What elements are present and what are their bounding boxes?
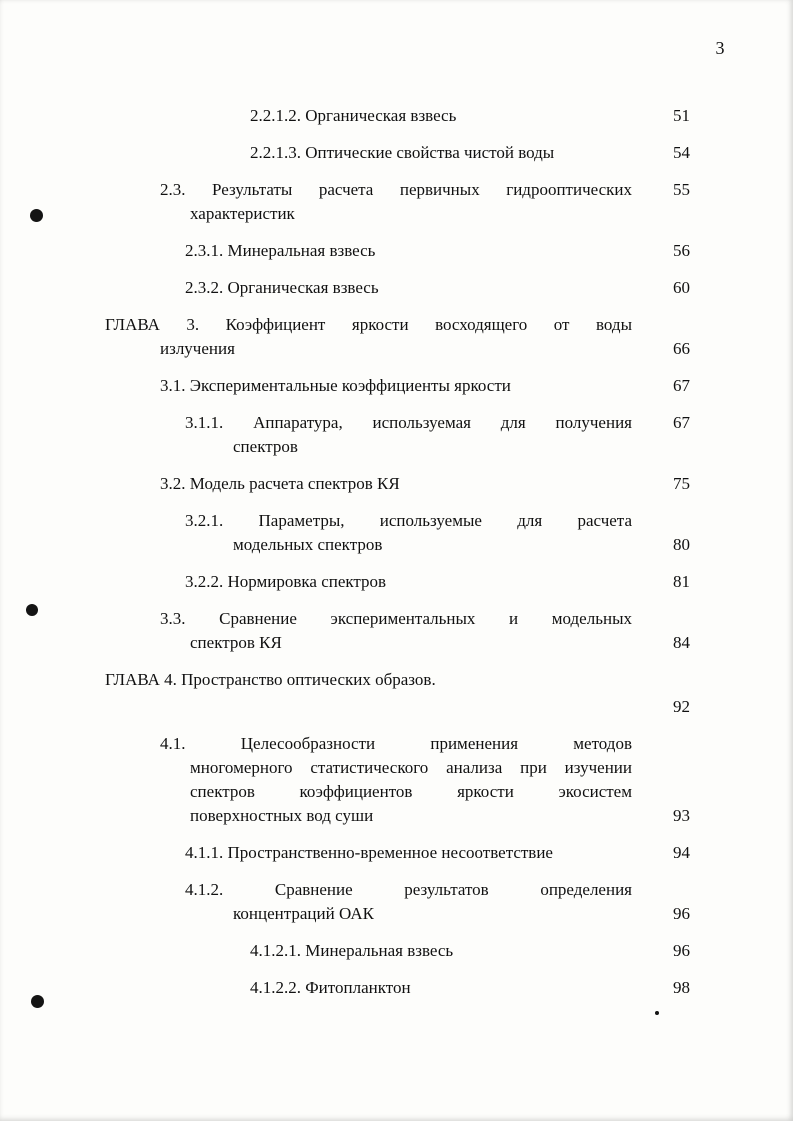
toc-entry-line: 4.1.2. Сравнение результатов определения	[185, 880, 632, 899]
toc-entry-line: 2.3.2. Органическая взвесь	[185, 278, 379, 297]
toc-entry-line: 4.1.1. Пространственно-временное несоответствие	[185, 843, 553, 862]
toc-entry-page: 96	[673, 941, 690, 960]
toc-list	[105, 104, 690, 1013]
toc-entry-page: 56	[673, 241, 690, 260]
toc-entry-line: спектров	[233, 437, 298, 456]
toc-entry	[105, 841, 690, 865]
toc-entry-line: концентраций ОАК	[233, 904, 375, 923]
toc-entry-text	[105, 878, 632, 926]
toc-entry-page: 84	[673, 633, 690, 652]
toc-entry	[105, 607, 690, 655]
toc-entry-text	[105, 607, 632, 655]
toc-entry-line: 3.1.1. Аппаратура, используемая для получения	[185, 413, 632, 432]
toc-entry-line: 4.1.2.2. Фитопланктон	[250, 978, 411, 997]
toc-entry-page: 93	[673, 806, 690, 825]
toc-entry	[105, 878, 690, 926]
scan-artifact-dot	[26, 604, 38, 616]
scan-artifact-dot	[30, 209, 43, 222]
toc-entry-page: 67	[673, 376, 690, 395]
toc-entry-text	[105, 939, 632, 963]
toc-entry-page: 94	[673, 843, 690, 862]
toc-entry	[105, 313, 690, 361]
toc-entry-text	[105, 104, 632, 128]
toc-entry-line: модельных спектров	[233, 535, 383, 554]
toc-entry-text	[105, 178, 632, 226]
toc-entry-text	[105, 239, 632, 263]
toc-entry-page: 55	[673, 180, 690, 199]
toc-entry-page: 60	[673, 278, 690, 297]
toc-entry-page: 96	[673, 904, 690, 923]
toc-entry-text	[105, 411, 632, 459]
toc-entry-text	[105, 732, 632, 828]
toc-entry-text	[105, 841, 632, 865]
toc-entry-page: 98	[673, 978, 690, 997]
toc-entry-page: 92	[673, 697, 690, 716]
toc-entry-text	[105, 276, 632, 300]
toc-entry-line: 2.3. Результаты расчета первичных гидрооптических	[160, 180, 632, 199]
toc-entry	[105, 411, 690, 459]
toc-entry	[105, 939, 690, 963]
toc-entry-line: 3.2. Модель расчета спектров КЯ	[160, 474, 400, 493]
toc-entry-line: 2.3.1. Минеральная взвесь	[185, 241, 376, 260]
toc-entry	[105, 374, 690, 398]
toc-entry	[105, 239, 690, 263]
toc-entry-line: 3.2.1. Параметры, используемые для расчета	[185, 511, 632, 530]
toc-entry	[105, 570, 690, 594]
toc-entry-line: 4.1. Целесообразности применения методов	[160, 734, 632, 753]
toc-entry	[105, 104, 690, 128]
toc-entry-line: 3.1. Экспериментальные коэффициенты яркости	[160, 376, 511, 395]
toc-entry-line: спектров коэффициентов яркости экосистем	[190, 782, 632, 801]
toc-entry-page: 80	[673, 535, 690, 554]
toc-entry-line: 3.2.2. Нормировка спектров	[185, 572, 387, 591]
toc-entry-page: 81	[673, 572, 690, 591]
toc-entry-text	[105, 374, 632, 398]
toc-entry-page: 75	[673, 474, 690, 493]
toc-entry-text	[105, 570, 632, 594]
toc-entry-line: 3.3. Сравнение экспериментальных и модельных	[160, 609, 632, 628]
toc-entry-line: 2.2.1.2. Органическая взвесь	[250, 106, 457, 125]
toc-entry	[105, 732, 690, 828]
toc-entry	[105, 178, 690, 226]
scan-artifact-dot	[31, 995, 44, 1008]
toc-entry-line: ГЛАВА 3. Коэффициент яркости восходящего от воды	[105, 315, 632, 334]
toc-entry	[105, 276, 690, 300]
toc-entry-line: спектров КЯ	[190, 633, 282, 652]
toc-entry	[105, 976, 690, 1000]
toc-entry-text	[105, 976, 632, 1000]
toc-entry-line: излучения	[160, 339, 235, 358]
toc-entry	[105, 509, 690, 557]
toc-entry-text	[105, 141, 632, 165]
page-number: 3	[715, 38, 725, 58]
toc-entry-line: многомерного статистического анализа при изучении	[190, 758, 632, 777]
toc-entry-text	[105, 509, 632, 557]
toc-entry	[105, 472, 690, 496]
toc-entry	[105, 141, 690, 165]
scan-artifact-dot	[655, 1011, 659, 1015]
toc-entry-line: ГЛАВА 4. Пространство оптических образов.	[105, 670, 436, 689]
toc-entry-line: 2.2.1.3. Оптические свойства чистой воды	[250, 143, 555, 162]
toc-entry-text	[105, 668, 632, 719]
toc-entry-page: 67	[673, 413, 690, 432]
toc-entry-line: характеристик	[190, 204, 295, 223]
toc-entry-text	[105, 472, 632, 496]
toc-entry-line: поверхностных вод суши	[190, 806, 374, 825]
toc-entry-page: 66	[673, 339, 690, 358]
toc-entry-page: 54	[673, 143, 690, 162]
toc-entry-text	[105, 313, 632, 361]
toc-entry-page: 51	[673, 106, 690, 125]
toc-entry	[105, 668, 690, 719]
toc-entry-line: 4.1.2.1. Минеральная взвесь	[250, 941, 454, 960]
